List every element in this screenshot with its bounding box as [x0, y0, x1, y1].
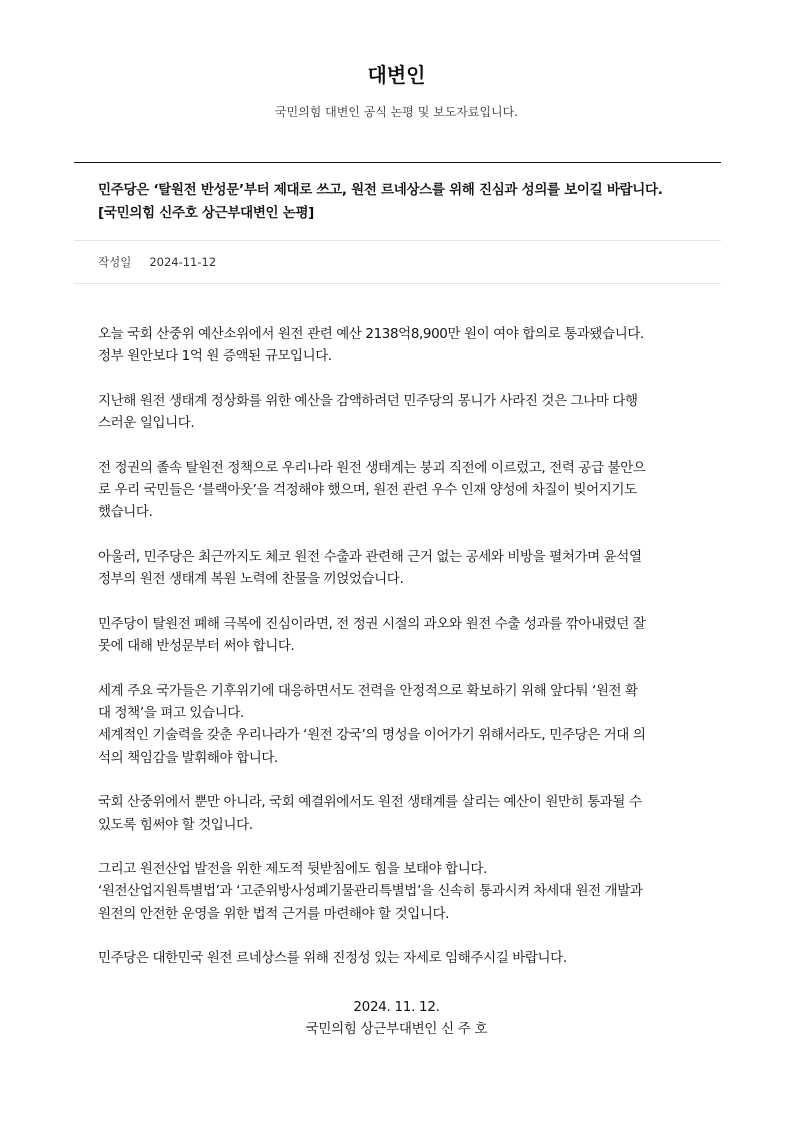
body-line: 전 정권의 졸속 탈원전 정책으로 우리나라 원전 생태계는 붕괴 직전에 이르렀고, 전력 공급 불안으 — [98, 459, 646, 476]
body-line: 원전의 안전한 운영을 위한 법적 근거를 마련해야 할 것입니다. — [98, 905, 450, 922]
header-divider — [74, 162, 721, 163]
body-line: 대 정책’을 펴고 있습니다. — [98, 705, 244, 722]
body-line: 그리고 원전산업 발전을 위한 제도적 뒷받침에도 힘을 보태야 합니다. — [98, 861, 487, 878]
paragraph — [98, 457, 698, 524]
signature-date: 2024. 11. 12. — [353, 999, 440, 1015]
body-line: 있도록 힘써야 할 것입니다. — [98, 816, 253, 833]
body-line: 정부의 원전 생태계 복원 노력에 찬물을 끼얹었습니다. — [98, 571, 404, 588]
body-line: 못에 대해 반성문부터 써야 합니다. — [98, 638, 295, 655]
body-line: 지난해 원전 생태계 정상화를 위한 예산을 감액하려던 민주당의 몽니가 사라진 것은 그나마 다행 — [98, 392, 638, 409]
paragraph — [98, 947, 698, 969]
article-body — [98, 323, 698, 970]
article-meta — [98, 253, 216, 271]
body-line: 민주당이 탈원전 폐해 극복에 진심이라면, 전 정권 시절의 과오와 원전 수출 성과를 깎아내렸던 잘 — [98, 615, 646, 632]
body-line: 세계적인 기술력을 갖춘 우리나라가 ‘원전 강국’의 명성을 이어가기 위해서라도, 민주당은 거대 의 — [98, 727, 646, 744]
signature — [0, 996, 793, 1040]
date-label: 작성일 — [98, 255, 132, 269]
date-value: 2024-11-12 — [149, 255, 217, 269]
paragraph — [98, 613, 698, 658]
paragraph — [98, 791, 698, 836]
body-line: 했습니다. — [98, 504, 153, 521]
article-title-line: 민주당은 ‘탈원전 반성문’부터 제대로 쓰고, 원전 르네상스를 위해 진심과 성의를 보이길 바랍니다. — [98, 182, 663, 198]
body-line: 석의 책임감을 발휘해야 합니다. — [98, 749, 278, 766]
body-line: 국회 산중위에서 뿐만 아니라, 국회 예결위에서도 원전 생태계를 살리는 예산이 원만히 통과될 수 — [98, 794, 642, 811]
paragraph — [98, 680, 698, 769]
body-line: 오늘 국회 산중위 예산소위에서 원전 관련 예산 2138억8,900만 원이 여야 합의로 통과됐습니다. — [98, 326, 644, 342]
paragraph — [98, 546, 698, 591]
article-title-line: [국민의힘 신주호 상근부대변인 논평] — [98, 205, 315, 221]
body-line: 로 우리 국민들은 ‘블랙아웃’을 걱정해야 했으며, 원전 관련 우수 인재 양성에 차질이 빚어지기도 — [98, 482, 637, 499]
body-line: 민주당은 대한민국 원전 르네상스를 위해 진정성 있는 자세로 임해주시길 바랍니다. — [98, 950, 567, 967]
body-line: ‘원전산업지원특별법’과 ‘고준위방사성폐기물관리특별법’을 신속히 통과시켜 차세대 원전 개발과 — [98, 883, 643, 900]
body-line: 세계 주요 국가들은 기후위기에 대응하면서도 전력을 안정적으로 확보하기 위해 앞다퉈 ‘원전 확 — [98, 682, 638, 699]
paragraph — [98, 323, 698, 368]
body-line: 정부 원안보다 1억 원 증액된 규모입니다. — [98, 348, 332, 365]
site-tagline: 국민의힘 대변인 공식 논평 및 보도자료입니다. — [274, 105, 519, 119]
body-line: 스러운 일입니다. — [98, 415, 195, 432]
paragraph — [98, 858, 698, 925]
site-title: 대변인 — [367, 63, 426, 87]
article-title — [98, 179, 708, 225]
meta-divider — [74, 283, 721, 284]
paragraph — [98, 390, 698, 435]
signature-author: 국민의힘 상근부대변인 신 주 호 — [305, 1021, 488, 1037]
title-divider — [74, 240, 721, 241]
body-line: 아울러, 민주당은 최근까지도 체코 원전 수출과 관련해 근거 없는 공세와 비방을 펼쳐가며 윤석열 — [98, 548, 642, 565]
